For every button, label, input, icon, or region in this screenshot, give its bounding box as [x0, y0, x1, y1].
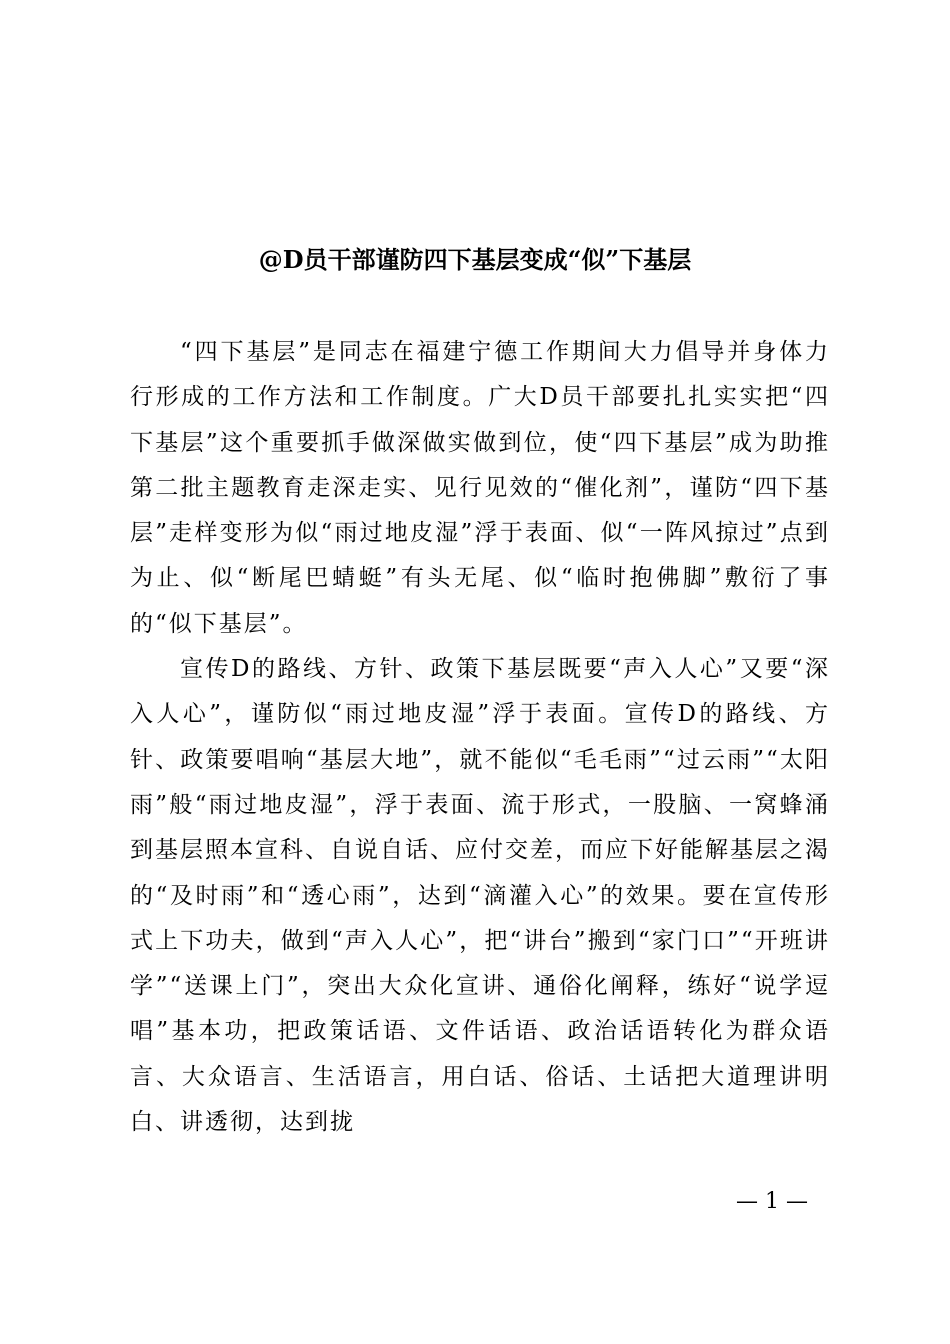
page-number: — 1 — [736, 1189, 808, 1214]
document-body [130, 330, 830, 1145]
document-title: @D员干部谨防四下基层变成“似”下基层 [258, 245, 692, 274]
paragraph-2: 宣传D的路线、方针、政策下基层既要“声入人心”又要“深入人心”，谨防似“雨过地皮湿”浮于表面。宣传D的路线、方针、政策要唱响“基层大地”，就不能似“毛毛雨”“过云雨”“太阳雨”般“雨过地皮湿”，浮于表面、流于形式，一股脑、一窝蜂涌到基层照本宣科、自说自话、应付交差，而应下好能解基层之渴的“及时雨”和“透心雨”，达到“滴灌入心”的效果。要在宣传形式上下功夫，做到“声入人心”，把“讲台”搬到“家门口”“开班讲学”“送课上门”，突出大众化宣讲、通俗化阐释，练好“说学逗唱”基本功，把政策话语、文件话语、政治话语转化为群众语言、大众语言、生活语言，用白话、俗话、土话把大道理讲明白、讲透彻，达到拢 [130, 656, 830, 1136]
paragraph-1: “四下基层”是同志在福建宁德工作期间大力倡导并身体力行形成的工作方法和工作制度。广大D员干部要扎扎实实把“四下基层”这个重要抓手做深做实做到位，使“四下基层”成为助推第二批主题教育走深走实、见行见效的“催化剂”，谨防“四下基层”走样变形为似“雨过地皮湿”浮于表面、似“一阵风掠过”点到为止、似“断尾巴蜻蜓”有头无尾、似“临时抱佛脚”敷衍了事的“似下基层”。 [130, 339, 830, 637]
